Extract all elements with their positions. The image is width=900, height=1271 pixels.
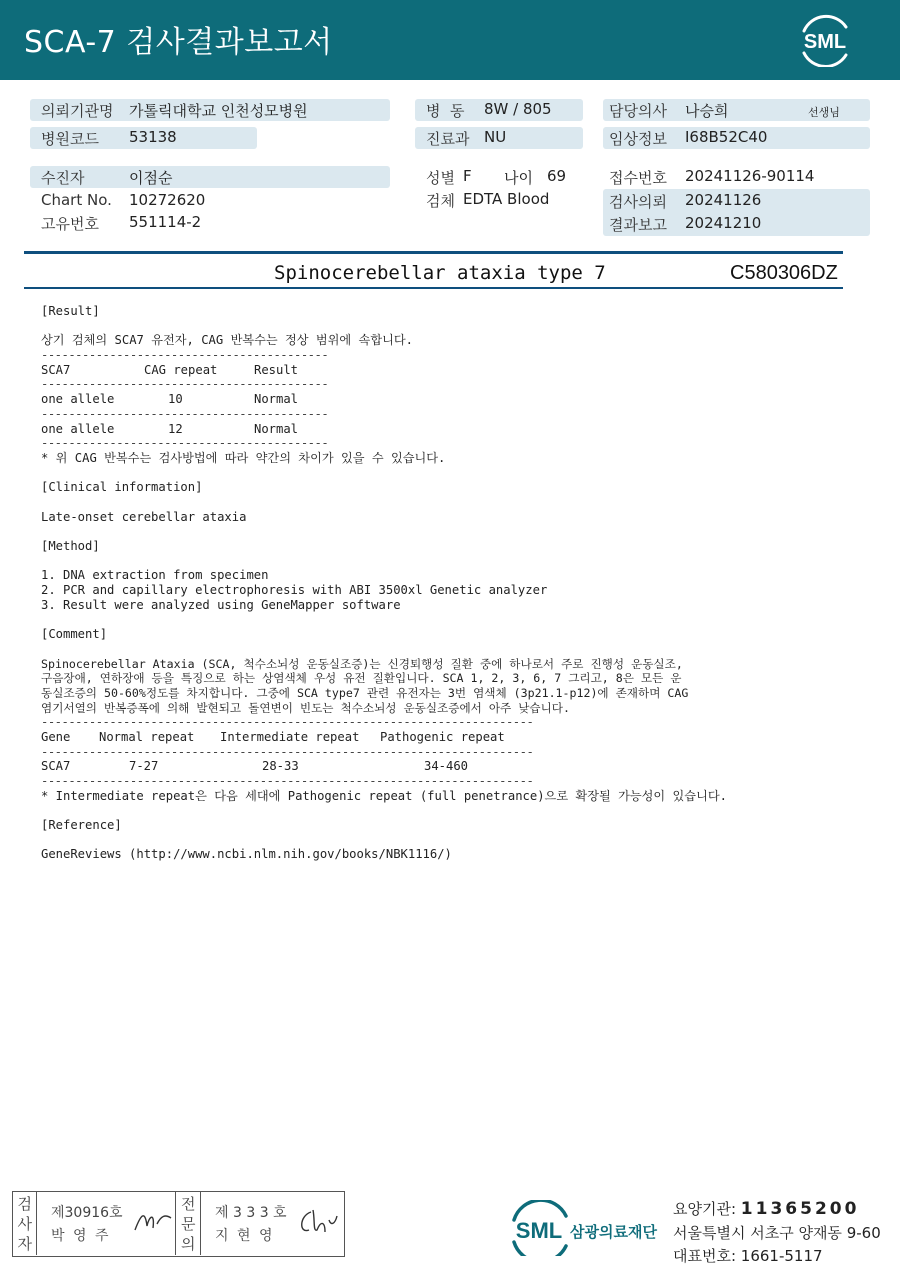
- clinical-label: 임상정보: [609, 130, 667, 148]
- clinical-heading: [Clinical information]: [41, 480, 203, 495]
- care-value: 11365200: [740, 1199, 860, 1219]
- dept-label: 진료과: [426, 130, 470, 148]
- phone-value: 1661-5117: [740, 1247, 823, 1265]
- institution-value: 가톨릭대학교 인천성모병원: [129, 102, 308, 120]
- examiner-signature-icon: [131, 1206, 175, 1236]
- divider: ------------------------------------------------------------------------: [41, 744, 534, 759]
- table-row: [41, 422, 841, 437]
- report-body: [41, 304, 841, 862]
- result-summary: 상기 검체의 SCA7 유전자, CAG 반복수는 정상 범위에 속합니다.: [41, 333, 413, 348]
- title-rule-bottom: [24, 287, 843, 289]
- divider: ------------------------------------------------------------------------: [41, 715, 534, 730]
- examiner-license: 제30916호: [51, 1205, 123, 1221]
- unique-label: 고유번호: [41, 215, 99, 233]
- table-row: [41, 392, 841, 407]
- table-cell: 12: [168, 421, 183, 436]
- specialist-label-text: 전문의: [181, 1195, 196, 1253]
- table-cell: Normal: [254, 421, 299, 436]
- title-rule-top: [24, 251, 843, 254]
- specimen-label: 검체: [426, 192, 455, 210]
- age-label: 나이: [504, 169, 533, 187]
- table-cell: Normal: [254, 392, 299, 407]
- comment-heading: [Comment]: [41, 627, 108, 642]
- ward-label: 병 동: [426, 102, 465, 120]
- doctor-suffix: 선생님: [808, 106, 840, 119]
- table-cell: 7-27: [129, 759, 159, 774]
- sml-footer-logo-icon: [508, 1200, 574, 1256]
- examiner-label-text: 검사자: [17, 1195, 32, 1253]
- hospital-code-value: 53138: [129, 128, 177, 146]
- divider: ------------------------------------------: [41, 348, 329, 363]
- phone: [673, 1245, 823, 1266]
- result-col-result: Result: [254, 362, 299, 377]
- patient-value: 이점순: [129, 169, 173, 187]
- report-date-value: 20241210: [685, 214, 762, 232]
- doctor-value: 나승희: [685, 102, 729, 120]
- dept-value: NU: [484, 128, 507, 146]
- divider: ------------------------------------------------------------------------: [41, 774, 534, 788]
- divider: ------------------------------------------: [41, 377, 329, 392]
- chart-value: 10272620: [129, 191, 206, 209]
- repeat-col-intermediate: Intermediate repeat: [220, 729, 360, 744]
- foundation-name: 삼광의료재단: [570, 1223, 657, 1241]
- result-note: * 위 CAG 반복수는 검사방법에 따라 약간의 차이가 있을 수 있습니다.: [41, 450, 446, 465]
- comment-note: * Intermediate repeat은 다음 세대에 Pathogenic repeat (full penetrance)으로 확장될 가능성이 있습니다.: [41, 788, 727, 803]
- doctor-label: 담당의사: [609, 102, 667, 120]
- table-cell: 10: [168, 392, 183, 407]
- table-cell: one allele: [41, 421, 115, 436]
- request-value: 20241126: [685, 191, 762, 209]
- chart-label: Chart No.: [41, 191, 112, 209]
- specialist-name: 지 현 영: [215, 1228, 275, 1244]
- result-heading: [Result]: [41, 304, 100, 318]
- comment-line: 동실조증의 50-60%정도를 차지합니다. 그중에 SCA type7 관련 유전자는 3번 염색체 (3p21.1-p12)에 존재하며 CAG: [41, 685, 689, 700]
- method-step: 2. PCR and capillary electrophoresis with ABI 3500xl Genetic analyzer: [41, 583, 548, 598]
- table-cell: 28-33: [262, 759, 299, 774]
- repeat-col-pathogenic: Pathogenic repeat: [380, 729, 505, 744]
- examiner-label: [13, 1192, 37, 1255]
- header-logo-text: SML: [803, 31, 847, 53]
- sex-label: 성별: [426, 169, 455, 187]
- header-band: [0, 0, 900, 80]
- hospital-code-label: 병원코드: [41, 130, 99, 148]
- reference-text: GeneReviews (http://www.ncbi.nlm.nih.gov/books/NBK1116/): [41, 847, 452, 862]
- report-title: SCA-7 검사결과보고서: [24, 25, 333, 60]
- receipt-label: 접수번호: [609, 169, 667, 187]
- specimen-value: EDTA Blood: [463, 190, 550, 208]
- sex-value: F: [463, 167, 472, 185]
- specialist-signature-icon: [295, 1206, 339, 1240]
- footer-logo-text: SML: [515, 1218, 563, 1243]
- receipt-value: 20241126-90114: [685, 167, 815, 185]
- address: 서울특별시 서초구 양재동 9-60: [673, 1224, 881, 1242]
- result-col-gene: SCA7: [41, 362, 71, 377]
- age-value: 69: [547, 167, 567, 185]
- repeat-table-header: [41, 730, 841, 745]
- comment-line: Spinocerebellar Ataxia (SCA, 척수소뇌성 운동실조증)는 신경퇴행성 질환 중에 하나로서 주로 진행성 운동실조,: [41, 656, 683, 671]
- table-row: [41, 759, 841, 774]
- test-name: Spinocerebellar ataxia type 7: [274, 262, 606, 284]
- request-label: 검사의뢰: [609, 193, 667, 211]
- divider: ------------------------------------------: [41, 436, 329, 451]
- comment-line: 구음장애, 연하장애 등을 특징으로 하는 상염색체 우성 유전 질환입니다. SCA 1, 2, 3, 6, 7 그리고, 8은 모든 운: [41, 671, 682, 686]
- result-col-cag: CAG repeat: [144, 362, 218, 377]
- specialist-license: 제 3 3 3 호: [215, 1205, 287, 1221]
- clinical-value: I68B52C40: [685, 128, 768, 146]
- care-label: 요양기관:: [673, 1200, 741, 1218]
- unique-value: 551114-2: [129, 213, 202, 231]
- phone-label: 대표번호:: [673, 1247, 741, 1265]
- method-step: 1. DNA extraction from specimen: [41, 568, 269, 583]
- divider: ------------------------------------------: [41, 406, 329, 421]
- result-table-header: [41, 363, 841, 378]
- specialist-label: [175, 1192, 201, 1255]
- institution-label: 의뢰기관명: [41, 102, 114, 120]
- method-step: 3. Result were analyzed using GeneMapper software: [41, 597, 401, 612]
- care-number: [673, 1198, 859, 1219]
- ward-value: 8W / 805: [484, 100, 552, 118]
- repeat-col-gene: Gene: [41, 729, 71, 744]
- table-cell: 34-460: [424, 759, 469, 774]
- table-cell: SCA7: [41, 759, 71, 774]
- method-heading: [Method]: [41, 539, 100, 553]
- sml-logo-icon: [796, 13, 854, 67]
- patient-label: 수진자: [41, 169, 85, 187]
- table-cell: one allele: [41, 392, 115, 407]
- report-date-label: 결과보고: [609, 216, 667, 234]
- comment-line: 염기서열의 반복증폭에 의해 발현되고 돌연변이 빈도는 척수소뇌성 운동실조증에서 아주 낮습니다.: [41, 700, 570, 715]
- test-code: C580306DZ: [730, 262, 838, 284]
- repeat-col-normal: Normal repeat: [99, 729, 195, 744]
- examiner-name: 박 영 주: [51, 1228, 111, 1244]
- clinical-text: Late-onset cerebellar ataxia: [41, 509, 247, 524]
- reference-heading: [Reference]: [41, 818, 122, 833]
- signature-box: [12, 1191, 345, 1257]
